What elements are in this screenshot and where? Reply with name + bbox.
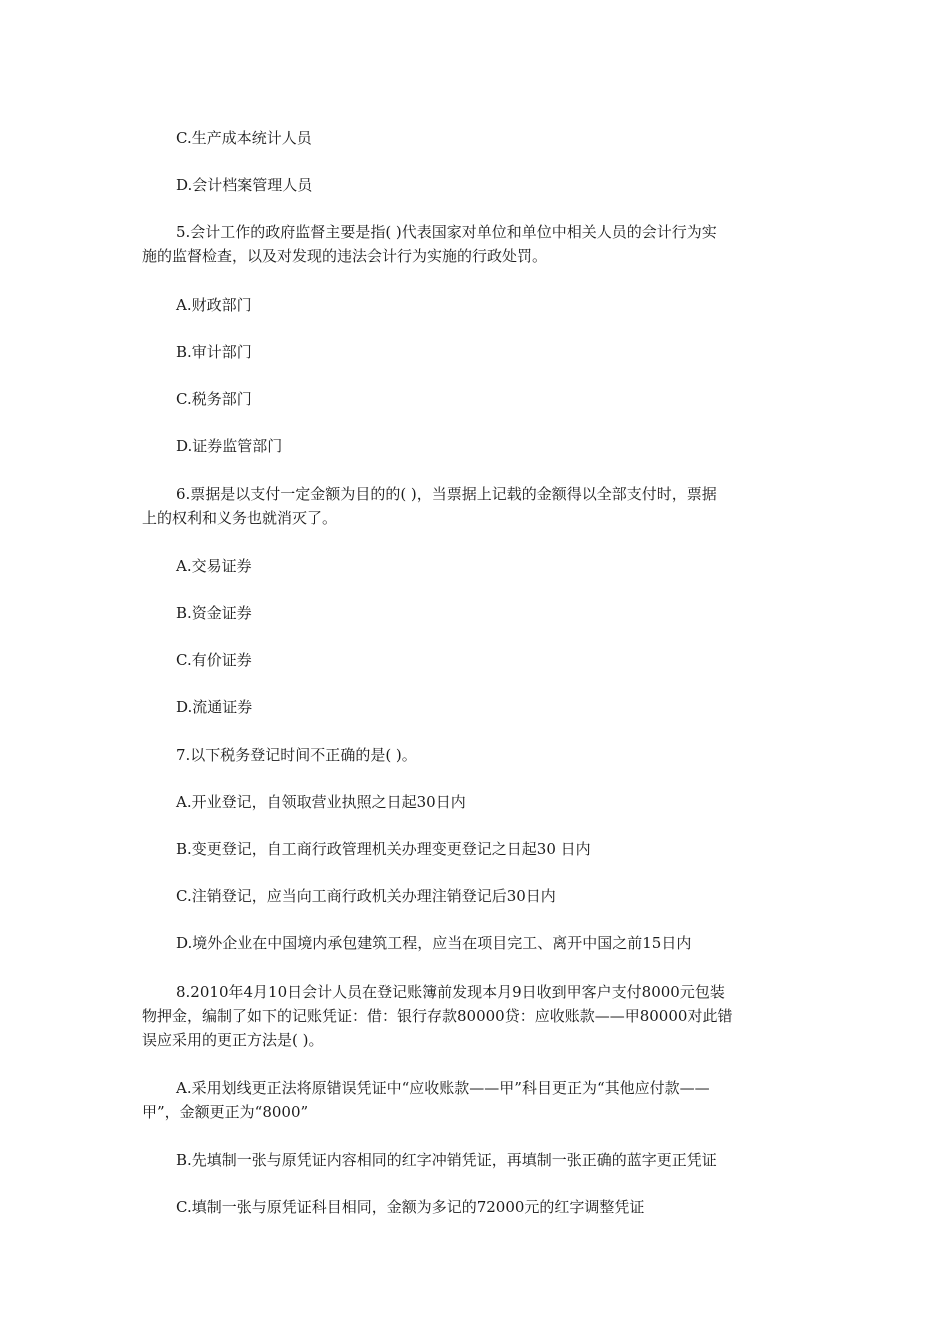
option-c-q4: C.生产成本统计人员 [176,129,312,147]
option-d-q4: D.会计档案管理人员 [176,176,313,194]
question-6-line-2: 上的权利和义务也就消灭了。 [142,509,338,527]
option-c-q8: C.填制一张与原凭证科目相同，金额为多记的72000元的红字调整凭证 [176,1198,645,1216]
option-c-q6: C.有价证券 [176,651,252,669]
question-8-line-3: 误应采用的更正方法是( )。 [142,1031,324,1049]
option-d-q5: D.证券监管部门 [176,437,283,455]
option-a-q5: A.财政部门 [176,296,252,314]
option-a-q8-line-2: 甲”，金额更正为“8000” [142,1103,309,1121]
option-c-q5: C.税务部门 [176,390,252,408]
option-a-q6: A.交易证券 [176,557,252,575]
question-8-line-1: 8.2010年4月10日会计人员在登记账簿前发现本月9日收到甲客户支付8000元包装 [176,983,725,1001]
question-5-line-2: 施的监督检查，以及对发现的违法会计行为实施的行政处罚。 [142,247,548,265]
question-5-line-1: 5.会计工作的政府监督主要是指( )代表国家对单位和单位中相关人员的会计行为实 [176,223,717,241]
option-b-q5: B.审计部门 [176,343,252,361]
option-a-q8-line-1: A.采用划线更正法将原错误凭证中“应收账款——甲”科目更正为“其他应付款—— [176,1079,710,1097]
question-8-line-2: 物押金，编制了如下的记账凭证：借：银行存款80000贷：应收账款——甲80000对此错 [142,1007,733,1025]
option-c-q7: C.注销登记，应当向工商行政机关办理注销登记后30日内 [176,887,556,905]
question-6-line-1: 6.票据是以支付一定金额为目的的( )，当票据上记载的金额得以全部支付时，票据 [176,485,717,503]
option-b-q6: B.资金证券 [176,604,252,622]
option-d-q7: D.境外企业在中国境内承包建筑工程，应当在项目完工、离开中国之前15日内 [176,934,692,952]
option-b-q8: B.先填制一张与原凭证内容相同的红字冲销凭证，再填制一张正确的蓝字更正凭证 [176,1151,717,1169]
option-b-q7: B.变更登记，自工商行政管理机关办理变更登记之日起30 日内 [176,840,591,858]
question-7: 7.以下税务登记时间不正确的是( )。 [176,746,417,764]
option-a-q7: A.开业登记，自领取营业执照之日起30日内 [176,793,466,811]
option-d-q6: D.流通证券 [176,698,253,716]
